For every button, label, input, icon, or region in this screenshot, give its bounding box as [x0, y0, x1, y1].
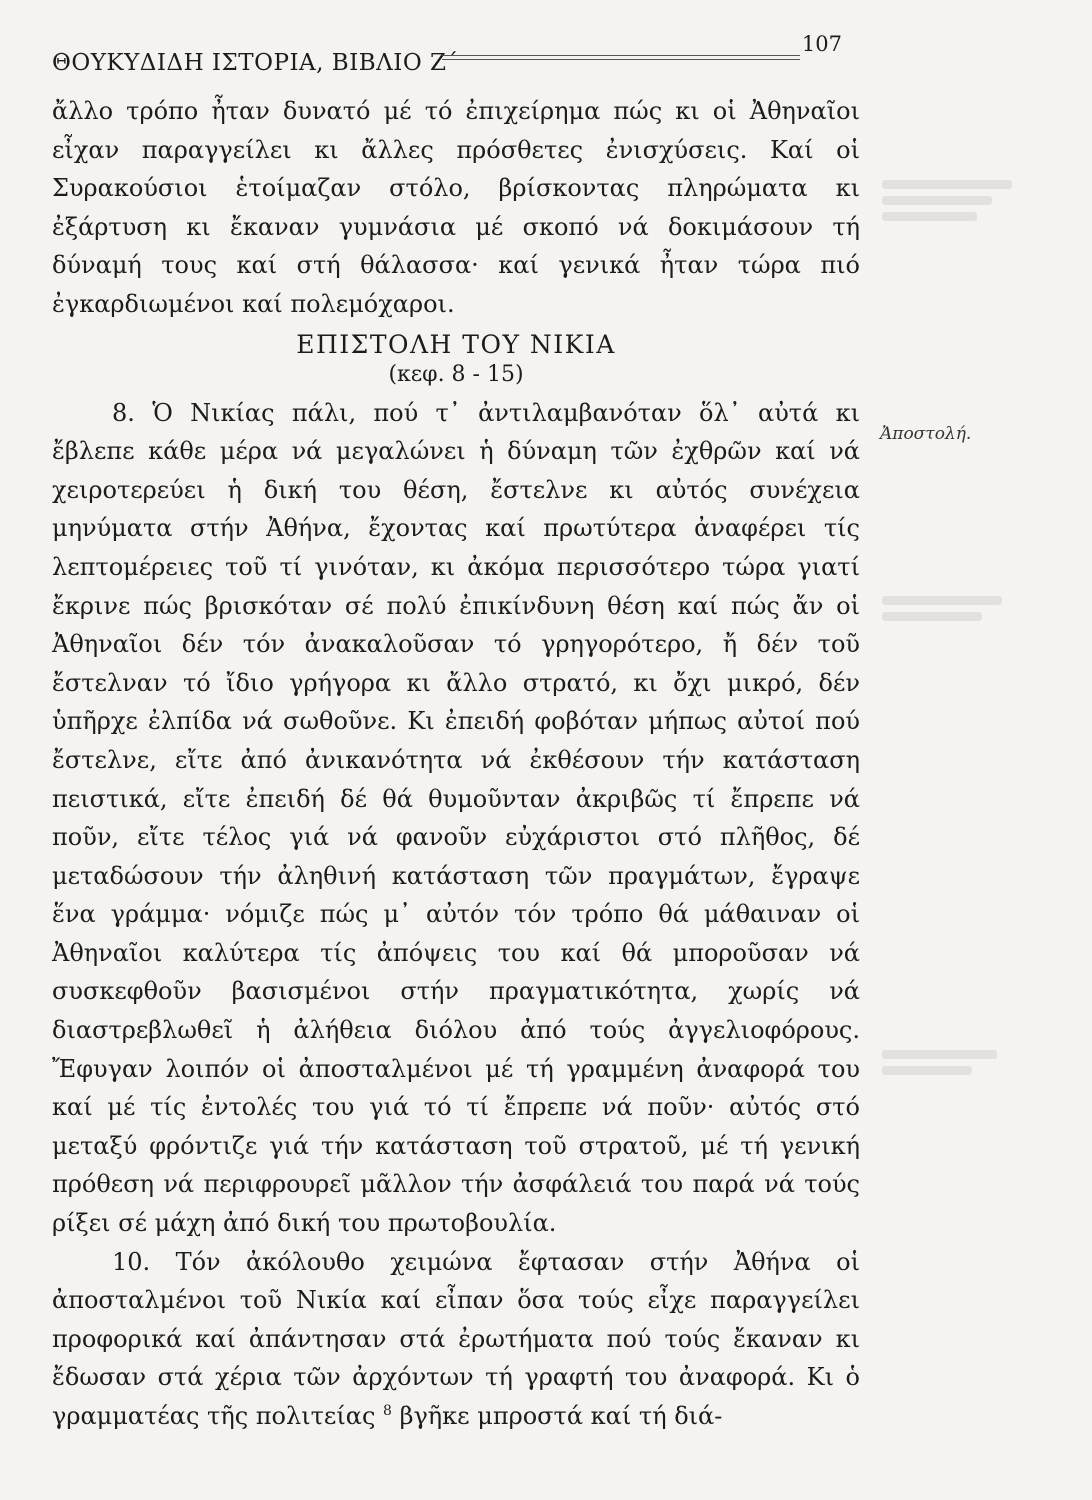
footnote-marker: 8 [383, 1403, 392, 1419]
bleed-through-mark [882, 1050, 997, 1059]
section-heading: ΕΠΙΣΤΟΛΗ ΤΟΥ ΝΙΚΙΑ [296, 329, 616, 359]
paragraph-10-end: βγῆκε μπροστά καί τή διά- [391, 1402, 723, 1430]
header-title: ΘΟΥΚΥΔΙΔΗ ΙΣΤΟΡΙΑ, ΒΙΒΛΙΟ Ζ΄ [52, 50, 459, 76]
paragraph-10-text: 10. Τόν ἀκόλουθο χειμώνα ἔφτασαν στήν Ἀθήνα οἱ ἀποσταλμένοι τοῦ Νικία καί εἶπαν ὅσα τούς εἶχε παραγγείλει προφορικά καί ἀπάντησαν στά ἐρωτήματα πού τούς ἔκαναν κι ἔδωσαν στά χέρια τῶν ἀρχόντων τή γραφτή του ἀναφορά. Κι ὁ γραμματέας τῆς πολιτείας [52, 1247, 860, 1430]
paragraph-8: 8. Ὁ Νικίας πάλι, πού τ᾽ ἀντιλαμβανόταν ὅλ᾽ αὐτά κι ἔβλεπε κάθε μέρα νά μεγαλώνει ἡ δύναμη τῶν ἐχθρῶν καί νά χειροτερεύει ἡ δική του θέση, ἔστελνε κι αὐτός συνέχεια μηνύματα στήν Ἀθήνα, ἔχοντας καί πρωτύτερα ἀναφέρει τίς λεπτομέρειες τοῦ τί γινόταν, κι ἀκόμα περισσότερο τώρα γιατί ἔκρινε πώς βρισκόταν σέ πολύ ἐπικίνδυνη θέση καί πώς ἄν οἱ Ἀθηναῖοι δέν τόν ἀνακαλοῦσαν τό γρηγορότερο, ἤ δέν τοῦ ἔστελναν τό ἴδιο γρήγορα κι ἄλλο στρατό, κι ὄχι μικρό, δέν ὑπῆρχε ἐλπίδα νά σωθοῦνε. Κι ἐπειδή φοβόταν μήπως αὐτοί πού ἔστελνε, εἴτε ἀπό ἀνικανότητα νά ἐκθέσουν τήν κατάσταση πειστικά, εἴτε ἐπειδή δέ θά θυμοῦνταν ἀκριβῶς τί ἔπρεπε νά ποῦν, εἴτε τέλος γιά νά φανοῦν εὐχάριστοι στό πλῆθος, δέ μεταδώσουν τήν ἀληθινή κατάσταση τῶν πραγμάτων, ἔγραψε ἕνα γράμμα· νόμιζε πώς μ᾽ αὐτόν τόν τρόπο θά μάθαιναν οἱ Ἀθηναῖοι καλύτερα τίς ἀπόψεις του καί θά μποροῦσαν νά συσκεφθοῦν βασισμένοι στήν πραγματικότητα, χωρίς νά διαστρεβλωθεῖ ἡ ἀλήθεια διόλου ἀπό τούς ἀγγελιοφόρους. Ἔφυγαν λοιπόν οἱ ἀποσταλμένοι μέ τή γραμμένη ἀναφορά του καί μέ τίς ἐντολές του γιά τό τί ἔπρεπε νά ποῦν· αὐτός στό μεταξύ φρόντιζε γιά τήν κατάσταση τοῦ στρατοῦ, μέ τή γενική πρόθεση νά περιφρουρεῖ μᾶλλον τήν ἀσφάλειά του παρά νά τούς ρίξει σέ μάχη ἀπό δική του πρωτοβουλία. [52, 398, 860, 1238]
page-number: 107 [801, 32, 842, 56]
header-rule [442, 55, 800, 60]
body-text [52, 92, 860, 1436]
bleed-through-mark [882, 196, 992, 205]
bleed-through-mark [882, 612, 982, 621]
margin-note-apostoli: Ἀποστολή. [880, 424, 972, 444]
section-subtitle: (κεφ. 8 - 15) [388, 361, 524, 387]
running-header [52, 32, 842, 76]
paragraph-1: ἄλλο τρόπο ἦταν δυνατό μέ τό ἐπιχείρημα πώς κι οἱ Ἀθηναῖοι εἶχαν παραγγείλει κι ἄλλες πρόσθετες ἐνισχύσεις. Καί οἱ Συρακούσιοι ἑτοίμαζαν στόλο, βρίσκοντας πληρώματα κι ἐξάρτυση κι ἔκαναν γυμνάσια μέ σκοπό νά δοκιμάσουν τή δύναμή τους καί στή θάλασσα· καί γενικά ἦταν τώρα πιό ἐγκαρδιωμένοι καί πολεμόχαροι. [52, 97, 860, 318]
bleed-through-mark [882, 596, 1002, 605]
bleed-through-mark [882, 212, 977, 221]
bleed-through-mark [882, 180, 1012, 189]
paragraph-10 [52, 1243, 860, 1436]
bleed-through-mark [882, 1066, 972, 1075]
